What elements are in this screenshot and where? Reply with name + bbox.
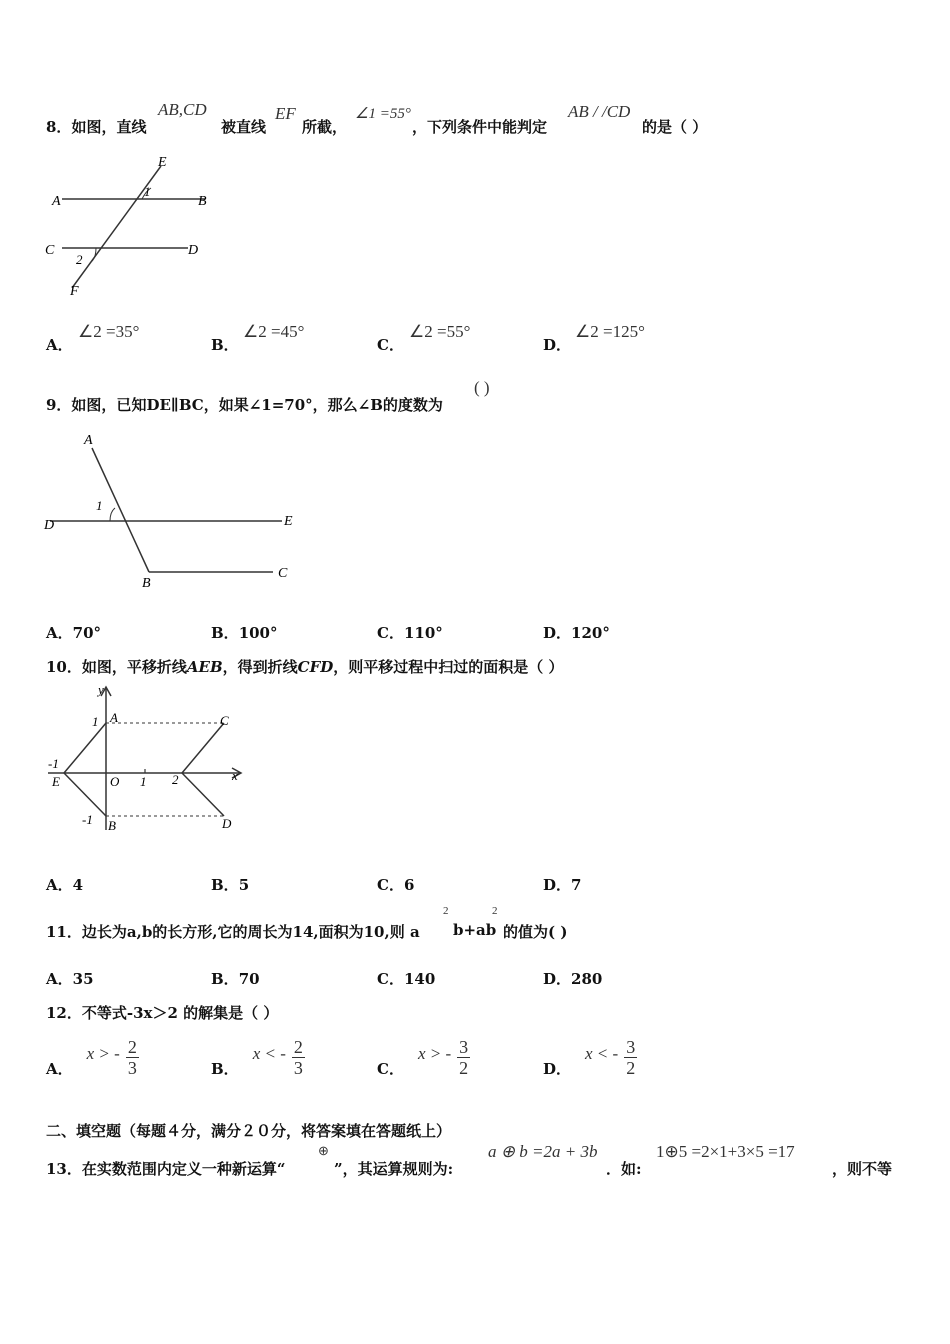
label-a: A bbox=[52, 194, 61, 209]
q8-option-b-letter[interactable]: B． bbox=[211, 336, 239, 354]
q8-math-ef: EF bbox=[275, 104, 296, 123]
label-b: B bbox=[142, 576, 151, 591]
angle-1-arc bbox=[110, 508, 115, 521]
label-x-2: 2 bbox=[172, 772, 179, 787]
q9-stem: 9．如图，已知DE∥BC，如果∠1=70°，那么∠B的度数为 bbox=[46, 396, 443, 414]
q8-option-d-letter[interactable]: D． bbox=[543, 336, 572, 354]
label-a: A bbox=[110, 710, 118, 725]
q12-option-d[interactable]: D． x < - $\frac{3}{2}$ bbox=[543, 1036, 636, 1078]
q9-option-c[interactable]: C．110° bbox=[377, 624, 443, 642]
label-x-neg1: -1 bbox=[48, 756, 59, 771]
q8-option-c-letter[interactable]: C． bbox=[377, 336, 404, 354]
q10-stem: 10．如图，平移折线AEB，得到折线CFD，则平移过程中扫过的面积是（ ） bbox=[46, 658, 564, 676]
polyline-cfd bbox=[182, 723, 224, 816]
label-f: F bbox=[70, 284, 79, 299]
q8-stem: 8．如图，直线 bbox=[46, 118, 147, 136]
fraction: $\frac{3}{2}$ bbox=[626, 1036, 636, 1078]
q9-option-a[interactable]: A．70° bbox=[46, 624, 102, 642]
q11-option-d[interactable]: D．280 bbox=[543, 970, 603, 988]
q8-text-2: 被直线 bbox=[221, 118, 267, 136]
q12-option-a[interactable]: A． x > - $\frac{2}{3}$ bbox=[46, 1036, 137, 1078]
label-c: C bbox=[278, 566, 288, 581]
q8-figure bbox=[40, 150, 225, 300]
q11-mid: b+ab bbox=[453, 921, 497, 939]
label-d: D bbox=[44, 518, 55, 533]
label-y-neg1: -1 bbox=[82, 812, 93, 827]
q8-option-a-letter[interactable]: A． bbox=[46, 336, 73, 354]
label-c: C bbox=[45, 243, 55, 258]
label-d: D bbox=[222, 816, 232, 831]
q11-stem: 11．边长为a,b的长方形,它的周长为14,面积为10,则 a bbox=[46, 923, 420, 941]
q8-option-d[interactable]: ∠2 =125° bbox=[575, 322, 645, 341]
q12-option-b[interactable]: B． x < - $\frac{2}{3}$ bbox=[211, 1036, 303, 1078]
q9-answer-paren: ( ) bbox=[474, 378, 490, 397]
label-e: E bbox=[158, 155, 167, 170]
q10-figure bbox=[40, 680, 255, 840]
q8-text-5: 的是（ ） bbox=[642, 118, 708, 136]
q9-option-d[interactable]: D．120° bbox=[543, 624, 610, 642]
label-e: E bbox=[284, 514, 293, 529]
label-angle-1: 1 bbox=[144, 184, 151, 199]
q8-option-b[interactable]: ∠2 =45° bbox=[243, 322, 305, 341]
q13-text-4: ，则不等 bbox=[832, 1160, 893, 1178]
polyline-aeb bbox=[64, 723, 106, 816]
label-y-1: 1 bbox=[92, 714, 99, 729]
label-x-1: 1 bbox=[140, 774, 147, 789]
q8-text-3: 所截， bbox=[302, 118, 348, 136]
label-a: A bbox=[84, 433, 93, 448]
q8-math-parallel: AB / /CD bbox=[568, 102, 631, 121]
q10-option-b[interactable]: B．5 bbox=[211, 876, 250, 894]
label-d: D bbox=[188, 243, 199, 258]
q11-option-c[interactable]: C．140 bbox=[377, 970, 436, 988]
label-o: O bbox=[110, 774, 120, 789]
q13-text-3: ．如: bbox=[606, 1160, 642, 1178]
q13-text-1: 13．在实数范围内定义一种新运算“ bbox=[46, 1160, 286, 1178]
label-x: x bbox=[232, 768, 238, 783]
q11-end: 的值为( ) bbox=[503, 923, 568, 941]
label-e: E bbox=[52, 774, 60, 789]
label-b: B bbox=[198, 194, 207, 209]
fraction: $\frac{2}{3}$ bbox=[293, 1036, 303, 1078]
label-angle-1: 1 bbox=[96, 498, 103, 513]
q11-sup-1: 2 bbox=[443, 905, 449, 917]
label-y: y bbox=[98, 682, 104, 697]
label-b: B bbox=[108, 818, 116, 833]
label-c: C bbox=[220, 713, 229, 728]
q9-option-b[interactable]: B．100° bbox=[211, 624, 278, 642]
q11-option-a[interactable]: A．35 bbox=[46, 970, 94, 988]
q13-example: 1⊕5 =2×1+3×5 =17 bbox=[656, 1142, 795, 1161]
q10-option-c[interactable]: C．6 bbox=[377, 876, 415, 894]
q11-option-b[interactable]: B．70 bbox=[211, 970, 260, 988]
section-heading: 二、填空题（每题４分，满分２０分，将答案填在答题纸上） bbox=[46, 1122, 452, 1140]
q8-math-angle1: ∠1 =55° bbox=[355, 106, 411, 122]
q8-math-ab-cd: AB,CD bbox=[158, 100, 207, 119]
q8-text-4: ，下列条件中能判定 bbox=[412, 118, 548, 136]
q9-figure bbox=[40, 428, 310, 593]
q10-option-a[interactable]: A．4 bbox=[46, 876, 84, 894]
label-angle-2: 2 bbox=[76, 252, 83, 267]
fraction: $\frac{2}{3}$ bbox=[127, 1036, 137, 1078]
q12-option-c[interactable]: C． x > - $\frac{3}{2}$ bbox=[377, 1036, 469, 1078]
q10-option-d[interactable]: D．7 bbox=[543, 876, 582, 894]
q13-op: ⊕ bbox=[318, 1143, 329, 1158]
q11-sup-2: 2 bbox=[492, 905, 498, 917]
q8-option-c[interactable]: ∠2 =55° bbox=[409, 322, 471, 341]
q13-rule: a ⊕ b =2a + 3b bbox=[488, 1142, 598, 1161]
q12-stem: 12．不等式-3x＞2 的解集是（ ） bbox=[46, 1004, 279, 1022]
fraction: $\frac{3}{2}$ bbox=[459, 1036, 469, 1078]
q8-option-a[interactable]: ∠2 =35° bbox=[78, 322, 140, 341]
q13-text-2: ”，其运算规则为: bbox=[334, 1160, 454, 1178]
